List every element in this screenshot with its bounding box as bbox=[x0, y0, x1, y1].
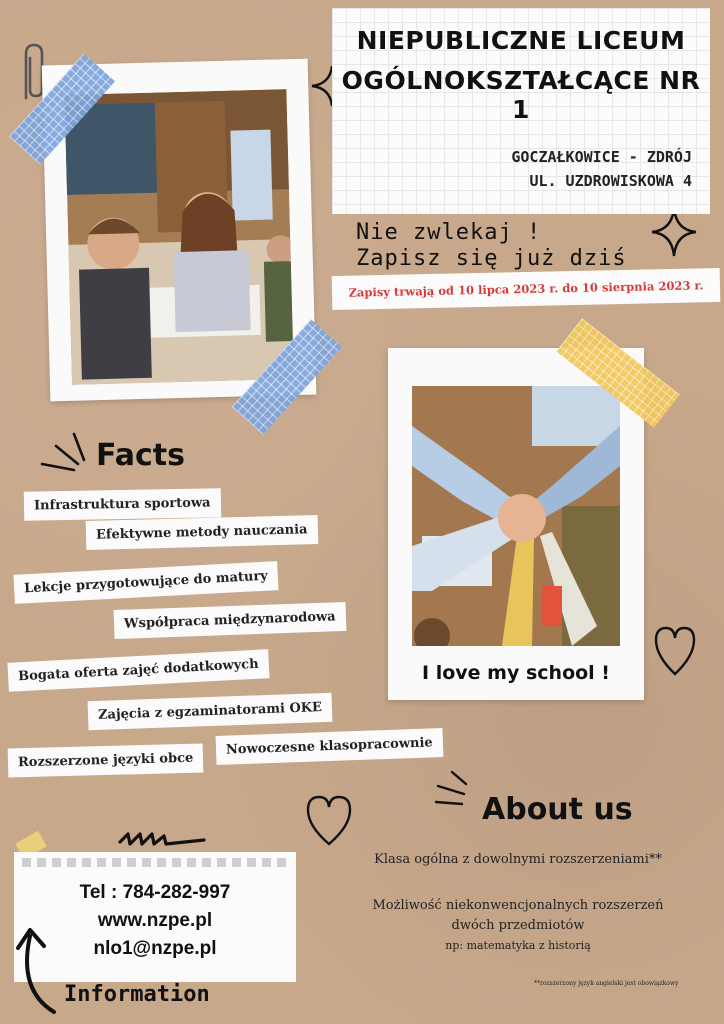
photo-card-hands bbox=[388, 348, 644, 700]
squiggle-decoration bbox=[116, 828, 208, 852]
perforation-square bbox=[202, 858, 211, 867]
perforation-square bbox=[97, 858, 106, 867]
perforation-square bbox=[247, 858, 256, 867]
hands-together-photo bbox=[412, 386, 620, 646]
fact-item: Zajęcia z egzaminatorami OKE bbox=[88, 693, 333, 730]
perforation-square bbox=[262, 858, 271, 867]
fact-item: Efektywne metody nauczania bbox=[86, 515, 318, 550]
website-link[interactable]: www.nzpe.pl bbox=[97, 910, 213, 931]
curved-arrow-icon bbox=[10, 920, 70, 1020]
heart-icon bbox=[304, 792, 354, 848]
perforation-square bbox=[277, 858, 286, 867]
address-street: UL. UZDROWISKOWA 4 bbox=[529, 172, 692, 190]
about-footnote: **rozszerzony język angielski jest obowiązkowy bbox=[534, 980, 679, 987]
heart-icon bbox=[652, 624, 698, 678]
perforation-square bbox=[112, 858, 121, 867]
perforation-square bbox=[82, 858, 91, 867]
perforation-square bbox=[187, 858, 196, 867]
address-city: GOCZAŁKOWICE - ZDRÓJ bbox=[511, 148, 692, 166]
school-name-line2: OGÓLNOKSZTAŁCĄCE NR 1 bbox=[341, 66, 701, 124]
students-studying-photo bbox=[64, 89, 294, 385]
cta-line2: Zapisz się już dziś bbox=[356, 246, 627, 271]
fact-item: Lekcje przygotowujące do matury bbox=[13, 561, 278, 604]
fact-item: Nowoczesne klasopracownie bbox=[216, 728, 444, 765]
information-heading: Information bbox=[64, 982, 210, 1007]
fact-item: Bogata oferta zajęć dodatkowych bbox=[7, 649, 269, 692]
burst-lines-icon bbox=[38, 426, 92, 474]
photo-caption: I love my school ! bbox=[422, 662, 610, 684]
fact-item: Infrastruktura sportowa bbox=[24, 488, 221, 520]
cta-line1: Nie zwlekaj ! bbox=[356, 220, 542, 245]
about-line4: np: matematyka z historią bbox=[445, 939, 591, 952]
perforation-square bbox=[157, 858, 166, 867]
school-title-card bbox=[332, 8, 710, 214]
card-perforation bbox=[14, 858, 304, 870]
perforation-square bbox=[67, 858, 76, 867]
perforation-square bbox=[127, 858, 136, 867]
facts-heading: Facts bbox=[96, 438, 185, 473]
perforation-square bbox=[52, 858, 61, 867]
about-heading: About us bbox=[482, 792, 633, 827]
perforation-square bbox=[142, 858, 151, 867]
about-line1: Klasa ogólna z dowolnymi rozszerzeniami** bbox=[374, 852, 662, 867]
burst-lines-icon bbox=[432, 768, 474, 808]
about-line3: dwóch przedmiotów bbox=[451, 918, 585, 933]
perforation-square bbox=[37, 858, 46, 867]
phone-number: Tel : 784-282-997 bbox=[79, 882, 231, 903]
enrollment-dates bbox=[332, 268, 721, 310]
enrollment-dates-text: Zapisy trwają od 10 lipca 2023 r. do 10 sierpnia 2023 r. bbox=[348, 278, 704, 300]
about-line2: Możliwość niekonwencjonalnych rozszerzeń bbox=[372, 898, 664, 913]
perforation-square bbox=[172, 858, 181, 867]
perforation-square bbox=[22, 858, 31, 867]
perforation-square bbox=[217, 858, 226, 867]
perforation-square bbox=[232, 858, 241, 867]
school-name-line1: NIEPUBLICZNE LICEUM bbox=[356, 26, 686, 55]
fact-item: Współpraca międzynarodowa bbox=[114, 602, 347, 639]
fact-item: Rozszerzone języki obce bbox=[8, 743, 204, 777]
email-link[interactable]: nlo1@nzpe.pl bbox=[93, 938, 217, 959]
